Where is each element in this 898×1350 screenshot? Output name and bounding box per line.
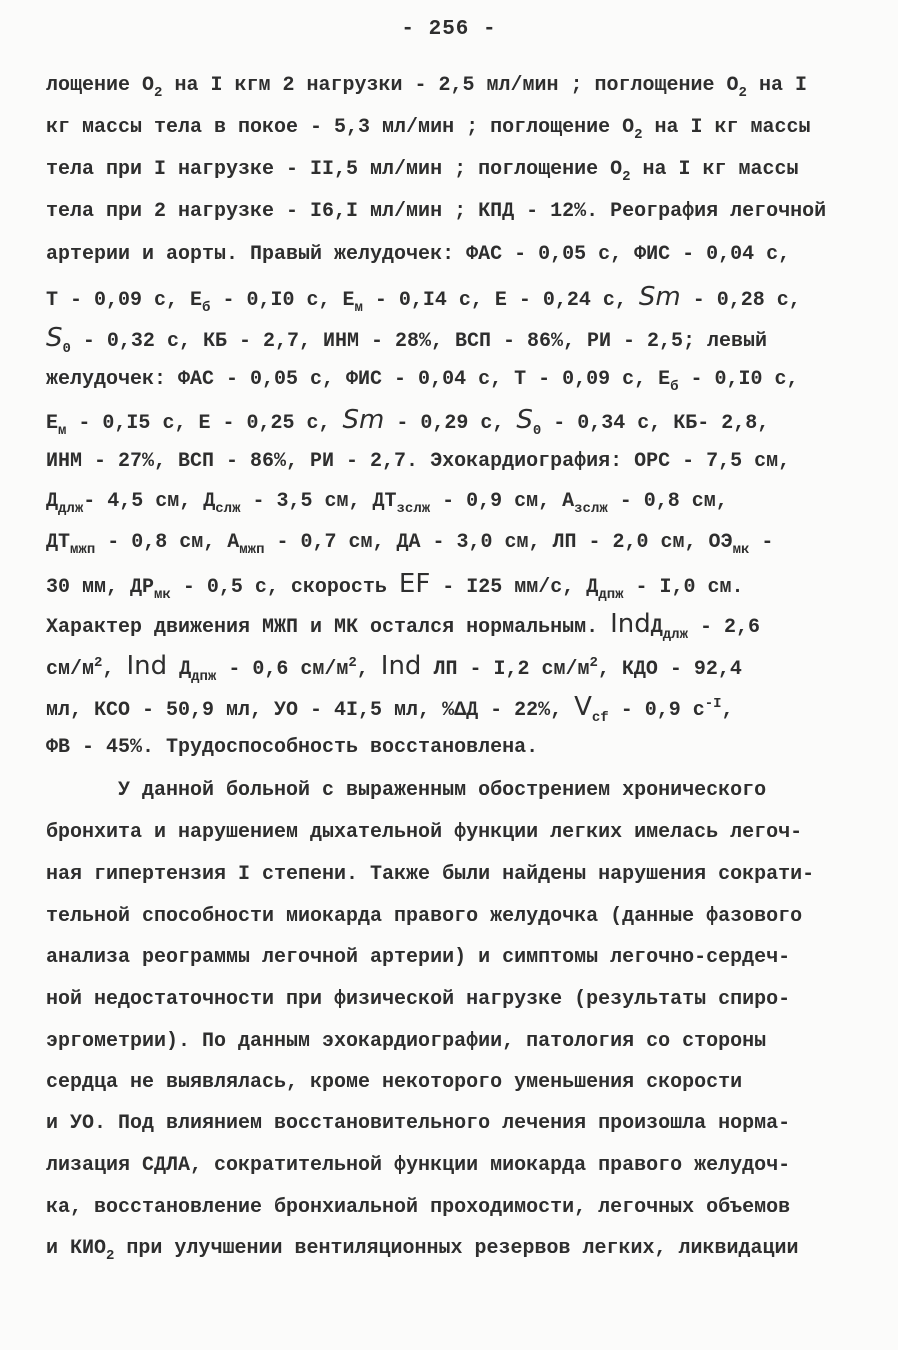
subscript: мжп [239, 542, 265, 558]
page-number: - 256 - [401, 18, 497, 41]
text-run: см/м [46, 658, 95, 681]
text-run: - 0,8 см, A [95, 531, 240, 554]
subscript: 2 [622, 169, 631, 185]
text-line [46, 368, 799, 396]
text-run: на I кг массы [630, 158, 799, 181]
text-run: - 0,32 с, КБ - 2,7, ИНМ - 28%, ВСП - 86%, РИ - 2,5; левый [70, 330, 768, 353]
text-run: тела при 2 нагрузке - I6,I мл/мин ; КПД - 12%. Реография легочной [46, 200, 827, 223]
subscript: 2 [634, 127, 643, 143]
subscript: cf [591, 710, 609, 726]
text-line: бронхита и нарушением дыхательной функции легких имелась легоч- [46, 821, 803, 844]
subscript: длж [662, 627, 688, 643]
text-line [46, 450, 790, 478]
text-run: - 0,28 с, [680, 289, 801, 312]
text-run: - 0,I0 с, E [210, 289, 355, 312]
text-line: и УО. Под влиянием восстановительного лечения произошла норма- [46, 1112, 791, 1135]
subscript: 2 [106, 1248, 115, 1264]
text-line [46, 490, 728, 518]
subscript: м [354, 300, 363, 316]
text-run: 30 мм, ДР [46, 576, 155, 599]
text-run: тела при I нагрузке - II,5 мл/мин ; поглощение O [46, 158, 623, 181]
subscript: зслж [574, 501, 608, 517]
text-line [46, 692, 734, 726]
subscript: м [58, 423, 67, 439]
text-run: , [102, 658, 127, 681]
text-line [46, 1237, 799, 1265]
subscript: 2 [738, 85, 747, 101]
subscript: б [202, 300, 211, 316]
subscript: мк [732, 542, 750, 558]
text-line: тельной способности миокарда правого желудочка (данные фазового [46, 905, 803, 928]
text-run: - 0,I4 с, E - 0,24 с, [362, 289, 639, 312]
superscript: 2 [348, 655, 357, 671]
text-run: Д [650, 616, 663, 639]
text-run: - 2,6 [687, 616, 760, 639]
text-line: анализа реограммы легочной артерии) и симптомы легочно-сердеч- [46, 946, 791, 969]
subscript: длж [58, 501, 84, 517]
text-run: мл, КСО - 50,9 мл, УО - 4I,5 мл, %ΔД - 22%, [46, 699, 575, 722]
handwritten-symbol: Sm [342, 405, 385, 435]
text-run: - I25 мм/с, Д [430, 576, 599, 599]
text-line [46, 531, 773, 559]
text-line: ная гипертензия I степени. Также были найдены нарушения сократи- [46, 863, 815, 886]
text-run: - 0,5 с, скорость [170, 576, 399, 599]
text-run: - 0,9 с [608, 699, 705, 722]
text-run: T - 0,09 с, E [46, 289, 203, 312]
text-run: ИНМ - 27%, ВСП - 86%, РИ - 2,7. Эхокардиография: ОРС - 7,5 см, [46, 450, 791, 473]
subscript: дпж [191, 669, 217, 685]
text-run: и КИО [46, 1237, 107, 1260]
subscript: слж [215, 501, 241, 517]
text-line [46, 282, 801, 316]
superscript: 2 [94, 655, 103, 671]
text-run: артерии и аорты. Правый желудочек: ФАС - 0,05 с, ФИС - 0,04 с, [46, 243, 791, 266]
text-run: - [749, 531, 774, 554]
subscript: мк [154, 587, 171, 603]
text-run: - 0,29 с, [384, 412, 517, 435]
subscript: 2 [154, 85, 163, 101]
text-line: ка, восстановление бронхиальной проходимости, легочных объемов [46, 1196, 791, 1219]
text-run: - 3,5 см, ДТ [240, 490, 397, 513]
text-line [46, 243, 790, 271]
handwritten-symbol: S [516, 405, 533, 435]
text-run: , [721, 699, 734, 722]
text-line [46, 569, 744, 603]
subscript: зслж [396, 501, 431, 517]
handwritten-symbol: Ind [380, 651, 422, 681]
subscript: мжп [70, 542, 96, 558]
superscript: 2 [589, 655, 598, 671]
text-run: - 4,5 см, Д [83, 490, 216, 513]
text-run: при улучшении вентиляционных резервов легких, ликвидации [114, 1237, 799, 1260]
text-run: ЛП - I,2 см/м [421, 658, 590, 681]
text-run: ДТ [46, 531, 71, 554]
subscript: дпж [598, 587, 624, 603]
text-run: - 0,I5 с, E - 0,25 с, [66, 412, 343, 435]
text-run: кг массы тела в покое - 5,3 мл/мин ; поглощение O [46, 116, 635, 139]
text-line: эргометрии). По данным эхокардиографии, патология со стороны [46, 1030, 767, 1053]
text-line [46, 651, 742, 685]
text-run: - 0,7 см, ДА - 3,0 см, ЛП - 2,0 см, ОЭ [264, 531, 733, 554]
text-run: Характер движения МЖП и МК остался нормальным. [46, 616, 611, 639]
text-line [46, 74, 807, 102]
subscript: 0 [532, 423, 542, 439]
handwritten-symbol: Ind [126, 651, 168, 681]
subscript: б [670, 379, 679, 395]
text-line [46, 405, 770, 439]
text-line: У данной больной с выраженным обострением хронического [46, 779, 767, 802]
text-run: на I кгм 2 нагрузки - 2,5 мл/мин ; поглощение O [162, 74, 739, 97]
subscript: 0 [62, 341, 71, 357]
text-line [46, 116, 811, 144]
text-run: - 0,I0 с, [678, 368, 799, 391]
text-line: ной недостаточности при физической нагрузке (результаты спиро- [46, 988, 791, 1011]
text-line [46, 200, 826, 228]
text-run: лощение O [46, 74, 155, 97]
text-run: E [46, 412, 59, 435]
text-run: - 0,9 см, A [430, 490, 575, 513]
superscript: -I [704, 696, 722, 712]
text-run: на I [746, 74, 807, 97]
handwritten-symbol: Ind [610, 609, 651, 639]
text-run: , [356, 658, 381, 681]
handwritten-symbol: EF [398, 569, 431, 599]
text-run: , КДО - 92,4 [597, 658, 742, 681]
text-line: сердца не выявлялась, кроме некоторого уменьшения скорости [46, 1071, 743, 1094]
text-run: желудочек: ФАС - 0,05 с, ФИС - 0,04 с, T - 0,09 с, E [46, 368, 671, 391]
handwritten-symbol: S [46, 323, 63, 353]
text-line [46, 609, 760, 643]
text-line: лизация СДЛА, сократительной функции миокарда правого желудоч- [46, 1154, 791, 1177]
handwritten-symbol: Sm [638, 282, 681, 312]
text-run: Д [167, 658, 192, 681]
text-line [46, 158, 799, 186]
text-run: ФВ - 45%. Трудоспособность восстановлена. [46, 736, 539, 759]
text-run: Д [46, 490, 59, 513]
text-line [46, 736, 538, 764]
text-line [46, 323, 768, 357]
text-run: - 0,8 см, [607, 490, 728, 513]
text-run: - 0,6 см/м [216, 658, 349, 681]
text-run: - 0,34 с, КБ- 2,8, [541, 412, 770, 435]
text-run: на I кг массы [642, 116, 811, 139]
handwritten-symbol: V [574, 692, 592, 722]
text-run: - I,0 см. [623, 576, 744, 599]
